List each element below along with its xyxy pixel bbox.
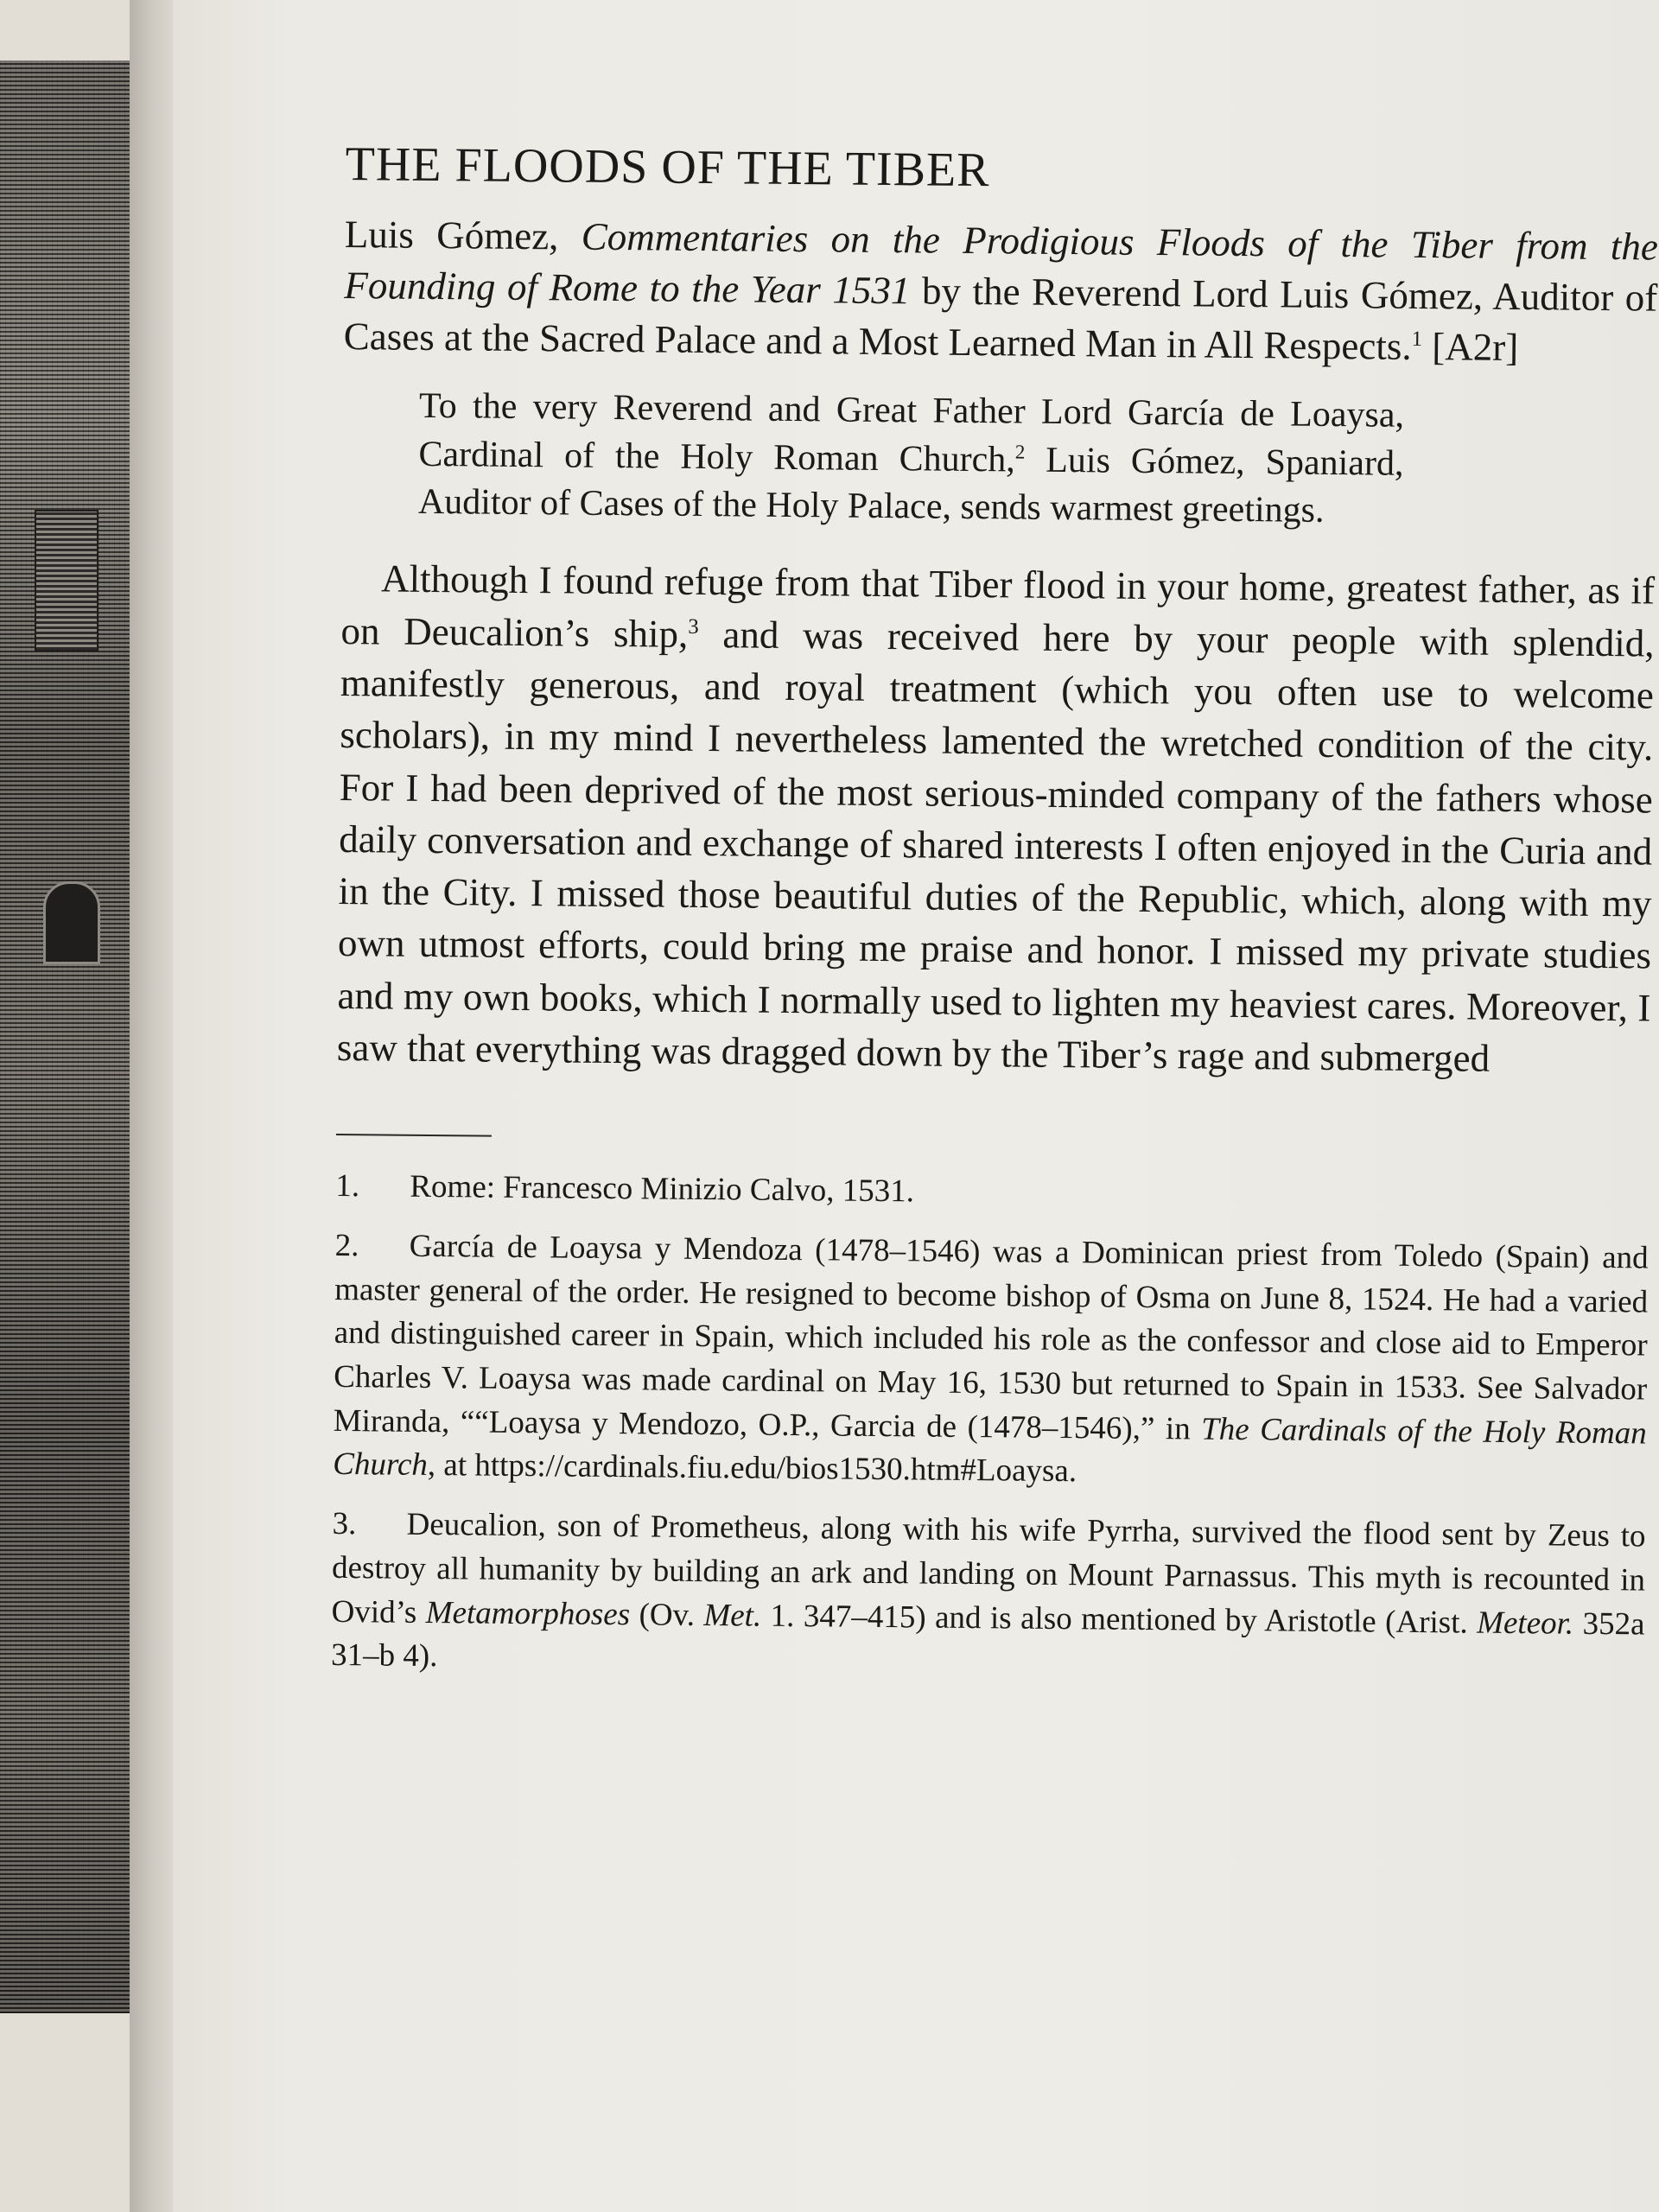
chapter-title: THE FLOODS OF THE TIBER [345, 137, 990, 198]
source-author: Luis Gómez, [344, 212, 582, 258]
facing-page [0, 0, 147, 2212]
source-citation [344, 209, 1659, 376]
dedication-text-2: Luis Gómez, Spaniard, Auditor of Cases of the Holy Palace, sends warmest greetings. [417, 440, 1404, 531]
body-text-2: and was received here by your people with splendid, manifestly generous, and royal treatment (which you often use to welcome scholars), in my mind I nevertheless lamented the wretched condition of the city. For I had been deprived of the most serious-minded company of the fathers whose daily conversation and exchange of shared interests I often enjoyed in the Curia and in the City. I missed those beautiful duties of the Republic, which, along with my own utmost efforts, could bring me praise and honor. I missed my private studies and my own books, which I normally used to lighten my heaviest cares. Moreover, I saw that everything was dragged down by the Tiber’s rage and submerged [336, 612, 1655, 1080]
footnote-italic-abbrev: Meteor. [1476, 1605, 1574, 1642]
source-description: by the Reverend Lord Luis Gómez, Auditor of Cases at the Sacred Palace and a Most Learned Man in All Respects. [343, 269, 1658, 369]
footnote-ref-3: 3 [688, 614, 699, 639]
footnote-italic-abbrev: Met. [703, 1597, 762, 1634]
footnote-text: Rome: Francesco Minizio Calvo, 1531. [410, 1169, 915, 1210]
footnote-ref-2: 2 [1014, 440, 1026, 463]
engraving-arch [43, 881, 100, 964]
dedication-text-1: To the very Reverend and Great Father Lord García de Loaysa, Cardinal of the Holy Roman Church, [418, 385, 1405, 480]
footnote-text: García de Loaysa y Mendoza (1478–1546) was a Dominican priest from Toledo (Spain) and master general of the order. He resigned to become bishop of Osma on June 8, 1524. He had a varied and distinguished career in Spain, which included his role as the confessor and close aid to Emperor Charles V. Loaysa was made cardinal on May 16, 1530 but returned to Spain in 1533. See Salvador Miranda, ““Loaysa y Mendozo, O.P., Garcia de (1478–1546),” in [333, 1228, 1649, 1447]
footnote-text: (Ov. [629, 1596, 704, 1633]
footnote-divider [336, 1134, 492, 1137]
engraving-illustration [0, 60, 137, 2013]
footnote-text-url: , at https://cardinals.fiu.edu/bios1530.htm#Loaysa. [427, 1447, 1077, 1490]
footnote-ref-1: 1 [1411, 327, 1423, 352]
footnote-italic-title: Metamorphoses [425, 1594, 631, 1632]
footnote-3 [331, 1503, 1646, 1690]
engraving-tower [35, 510, 99, 652]
source-signature: [A2r] [1421, 325, 1519, 370]
body-text-1: Although I found refuge from that Tiber flood in your home, greatest father, as if on Deucalion’s ship, [340, 556, 1656, 656]
dedication-paragraph [418, 383, 1405, 537]
footnote-number: 2. [334, 1227, 359, 1264]
body-paragraph [337, 552, 1656, 1086]
footnote-italic-title: The Cardinals of the Holy Roman Church [333, 1411, 1647, 1484]
book-page [173, 0, 1659, 2212]
footnote-text: Deucalion, son of Prometheus, along with his wife Pyrrha, survived the flood sent by Zeus to destroy all humanity by building an ark and landing on Mount Parnassus. This myth is recounted in Ovid’s [331, 1506, 1646, 1630]
footnote-text: 352a 31–b 4). [330, 1605, 1645, 1675]
page-text-block [331, 138, 1659, 1706]
source-work-title: Commentaries on the Prodigious Floods of the Tiber from the Founding of Rome to the Year 1531 [344, 214, 1659, 313]
footnote-text: 1. 347–415) and is also mentioned by Aristotle (Arist. [761, 1598, 1478, 1641]
footnote-1 [335, 1165, 1649, 1221]
footnote-number: 3. [332, 1506, 357, 1542]
footnote-2 [333, 1224, 1649, 1500]
footnote-number: 1. [335, 1168, 360, 1205]
